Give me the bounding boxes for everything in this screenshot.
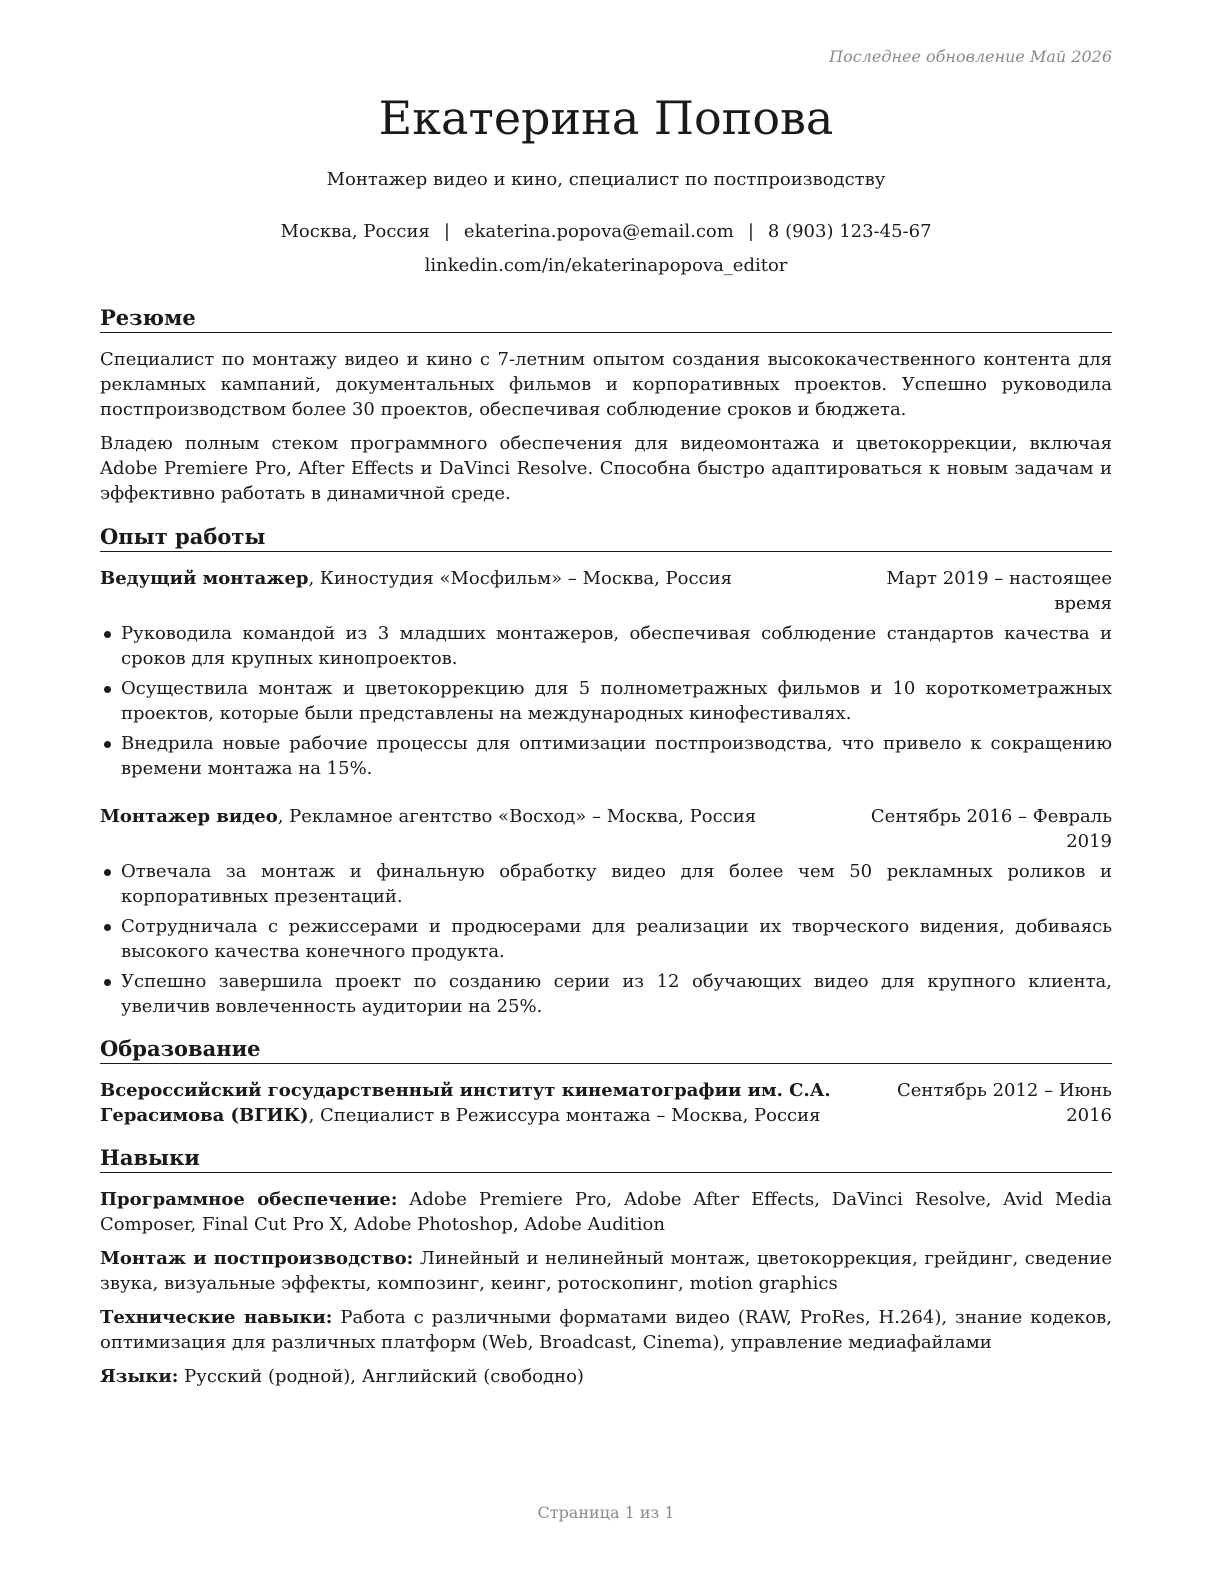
job-dates: Сентябрь 2016 – Февраль 2019 [870, 806, 1112, 852]
skill-text: Adobe Premiere Pro, Adobe After Effects, DaVinci Resolve, Avid Media Composer, Final Cut Pro X, Adobe Photoshop, Adobe Audition [100, 1189, 1112, 1235]
page-footer: Страница 1 из 1 [537, 1503, 675, 1522]
education-entry [100, 1078, 1112, 1128]
section-title-education: Образование [100, 1035, 1112, 1064]
contact-location: Москва, Россия [280, 221, 430, 242]
contact-phone: 8 (903) 123-45-67 [767, 221, 932, 242]
skill-text: Линейный и нелинейный монтаж, цветокоррекция, грейдинг, сведение звука, визуальные эффекты, композинг, кеинг, ротоскопинг, motion graphics [100, 1248, 1112, 1294]
contact-line [100, 219, 1112, 244]
candidate-name: Екатерина Попова [378, 91, 834, 145]
job-company: , Киностудия «Мосфильм» – Москва, Россия [308, 568, 732, 589]
last-updated: Последнее обновление Май 2026 [829, 47, 1112, 66]
job-header [100, 566, 1112, 614]
list-item: Сотрудничала с режиссерами и продюсерами для реализации их творческого видения, добиваясь высокого качества конечного продукта. [100, 914, 1112, 964]
contact-separator: | [443, 221, 450, 242]
job-bullet-list [100, 859, 1112, 1024]
job-role: Монтажер видео [100, 806, 278, 827]
list-item: Осуществила монтаж и цветокоррекцию для 5 полнометражных фильмов и 10 короткометражных проектов, которые были представлены на международных кинофестивалях. [100, 676, 1112, 726]
summary-paragraph: Специалист по монтажу видео и кино с 7-летним опытом создания высококачественного контента для рекламных кампаний, документальных фильмов и корпоративных проектов. Успешно руководила постпроизводством более 30 проектов, обеспечивая соблюдение сроков и бюджета. [100, 349, 1112, 420]
skill-row [100, 1305, 1112, 1355]
contact-linkedin[interactable]: linkedin.com/in/ekaterinapopova_editor [424, 255, 788, 276]
job-bullet-list [100, 621, 1112, 786]
job-role: Ведущий монтажер [100, 568, 309, 589]
contact-email[interactable]: ekaterina.popova@email.com [463, 221, 734, 242]
list-item: Внедрила новые рабочие процессы для оптимизации постпроизводства, что привело к сокращению времени монтажа на 15%. [100, 731, 1112, 781]
skill-label: Монтаж и постпроизводство: [100, 1248, 414, 1269]
candidate-subtitle: Монтажер видео и кино, специалист по постпроизводству [326, 169, 886, 190]
education-school: Всероссийский государственный институт кинематографии им. С.А. Герасимова (ВГИК) [100, 1080, 831, 1126]
skill-row [100, 1187, 1112, 1237]
section-title-summary: Резюме [100, 304, 1112, 333]
summary-paragraph: Владею полным стеком программного обеспечения для видеомонтажа и цветокоррекции, включая Adobe Premiere Pro, After Effects и DaVinci Resolve. Способна быстро адаптироваться к новым задачам и эффективно работать в динамичной среде. [100, 433, 1112, 504]
section-title-skills: Навыки [100, 1144, 1112, 1173]
list-item: Успешно завершила проект по созданию серии из 12 обучающих видео для крупного клиента, увеличив вовлеченность аудитории на 25%. [100, 969, 1112, 1019]
skill-row [100, 1246, 1112, 1296]
skill-label: Технические навыки: [100, 1307, 333, 1328]
job-company: , Рекламное агентство «Восход» – Москва, Россия [277, 806, 757, 827]
section-title-experience: Опыт работы [100, 523, 1112, 552]
skill-text: Русский (родной), Английский (свободно) [178, 1366, 584, 1387]
skill-row [100, 1364, 1112, 1389]
education-details: , Специалист в Режиссура монтажа – Москва, Россия [308, 1105, 821, 1126]
list-item: Руководила командой из 3 младших монтажеров, обеспечивая соблюдение стандартов качества и сроков для крупных кинопроектов. [100, 621, 1112, 671]
list-item: Отвечала за монтаж и финальную обработку видео для более чем 50 рекламных роликов и корпоративных презентаций. [100, 859, 1112, 909]
contact-separator: | [747, 221, 754, 242]
job-header [100, 804, 1112, 852]
skill-label: Языки: [100, 1366, 179, 1387]
skill-text: Работа с различными форматами видео (RAW, ProRes, H.264), знание кодеков, оптимизация для различных платформ (Web, Broadcast, Cinema), управление медиафайлами [100, 1307, 1112, 1353]
skill-label: Программное обеспечение: [100, 1189, 398, 1210]
job-dates: Март 2019 – настоящее время [886, 568, 1112, 614]
resume-page [100, 0, 1112, 1584]
education-dates: Сентябрь 2012 – Июнь 2016 [896, 1080, 1112, 1126]
